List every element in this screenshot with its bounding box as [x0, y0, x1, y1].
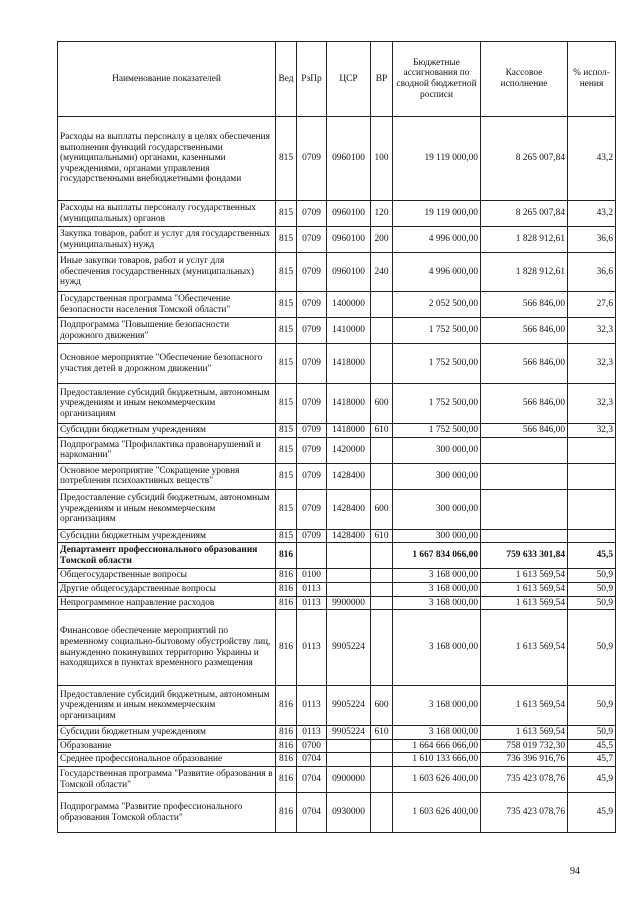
- cell-name: Иные закупки товаров, работ и услуг для обеспечения государственных (муниципальных) нужд: [58, 253, 276, 292]
- cell-pct: [568, 489, 616, 529]
- cell-cash: 1 613 569,54: [481, 569, 568, 583]
- cell-vr: [371, 437, 393, 463]
- cell-cash: 736 396 916,76: [481, 753, 568, 767]
- cell-cash: 1 828 912,61: [481, 227, 568, 253]
- cell-vr: 600: [371, 384, 393, 424]
- cell-vr: [371, 767, 393, 793]
- cell-ved: 815: [276, 253, 297, 292]
- cell-ved: 815: [276, 318, 297, 344]
- cell-cash: [481, 437, 568, 463]
- cell-cash: [481, 463, 568, 489]
- cell-pct: 32,3: [568, 424, 616, 438]
- table-row: [58, 793, 616, 833]
- cell-budget: 3 168 000,00: [393, 686, 481, 726]
- cell-budget: 1 667 834 066,00: [393, 543, 481, 569]
- cell-name: Основное мероприятие "Сокращение уровня потребления психоактивных веществ": [58, 463, 276, 489]
- cell-vr: [371, 793, 393, 833]
- cell-rzpr: [297, 543, 327, 569]
- table-row: [58, 463, 616, 489]
- cell-rzpr: 0709: [297, 489, 327, 529]
- cell-name: Расходы на выплаты персоналу государственных (муниципальных) органов: [58, 201, 276, 227]
- cell-rzpr: 0709: [297, 437, 327, 463]
- cell-vr: 610: [371, 529, 393, 543]
- cell-cash: 1 828 912,61: [481, 253, 568, 292]
- cell-rzpr: 0709: [297, 384, 327, 424]
- cell-cash: 758 019 732,30: [481, 739, 568, 753]
- table-row: [58, 437, 616, 463]
- cell-budget: 1 603 626 400,00: [393, 793, 481, 833]
- cell-cash: 566 846,00: [481, 384, 568, 424]
- cell-name: Закупка товаров, работ и услуг для государственных (муниципальных) нужд: [58, 227, 276, 253]
- cell-csr: 0930000: [327, 793, 371, 833]
- cell-csr: 0960100: [327, 201, 371, 227]
- cell-budget: 19 119 000,00: [393, 117, 481, 201]
- table-header-row: [58, 42, 616, 117]
- cell-cash: 1 613 569,54: [481, 610, 568, 686]
- cell-rzpr: 0709: [297, 318, 327, 344]
- table-row: [58, 543, 616, 569]
- cell-csr: [327, 739, 371, 753]
- cell-rzpr: 0709: [297, 424, 327, 438]
- cell-budget: 1 752 500,00: [393, 344, 481, 384]
- cell-vr: [371, 582, 393, 596]
- table-row: [58, 582, 616, 596]
- cell-budget: 300 000,00: [393, 529, 481, 543]
- cell-rzpr: 0113: [297, 686, 327, 726]
- cell-csr: 9905224: [327, 686, 371, 726]
- cell-pct: 43,2: [568, 201, 616, 227]
- cell-name: Непрограммное направление расходов: [58, 596, 276, 610]
- cell-csr: 1418000: [327, 424, 371, 438]
- cell-budget: 1 603 626 400,00: [393, 767, 481, 793]
- table-row: [58, 489, 616, 529]
- cell-pct: 43,2: [568, 117, 616, 201]
- cell-rzpr: 0113: [297, 596, 327, 610]
- cell-budget: 300 000,00: [393, 463, 481, 489]
- cell-csr: 9905224: [327, 610, 371, 686]
- cell-pct: 27,6: [568, 292, 616, 318]
- cell-name: Подпрограмма "Развитие профессионального образования Томской области": [58, 793, 276, 833]
- cell-rzpr: 0709: [297, 463, 327, 489]
- cell-ved: 815: [276, 344, 297, 384]
- header-rzpr: РзПр: [297, 42, 327, 117]
- cell-name: Субсидии бюджетным учреждениям: [58, 424, 276, 438]
- cell-ved: 816: [276, 793, 297, 833]
- table-row: [58, 753, 616, 767]
- table-row: [58, 344, 616, 384]
- cell-rzpr: 0100: [297, 569, 327, 583]
- cell-vr: [371, 318, 393, 344]
- cell-cash: 8 265 007,84: [481, 117, 568, 201]
- cell-pct: 32,3: [568, 384, 616, 424]
- cell-name: Департамент профессионального образования Томской области: [58, 543, 276, 569]
- cell-cash: 1 613 569,54: [481, 596, 568, 610]
- cell-vr: [371, 739, 393, 753]
- cell-budget: 3 168 000,00: [393, 582, 481, 596]
- cell-name: Подпрограмма "Повышение безопасности дорожного движения": [58, 318, 276, 344]
- cell-cash: [481, 529, 568, 543]
- cell-name: Государственная программа "Развитие образования в Томской области": [58, 767, 276, 793]
- cell-name: Основное мероприятие "Обеспечение безопасного участия детей в дорожном движении": [58, 344, 276, 384]
- cell-vr: [371, 463, 393, 489]
- cell-cash: 1 613 569,54: [481, 686, 568, 726]
- cell-ved: 816: [276, 726, 297, 740]
- cell-budget: 1 752 500,00: [393, 384, 481, 424]
- cell-ved: 815: [276, 384, 297, 424]
- cell-csr: 1418000: [327, 384, 371, 424]
- cell-vr: [371, 596, 393, 610]
- cell-pct: [568, 437, 616, 463]
- cell-cash: 566 846,00: [481, 318, 568, 344]
- cell-csr: [327, 753, 371, 767]
- cell-ved: 816: [276, 767, 297, 793]
- cell-ved: 815: [276, 463, 297, 489]
- cell-csr: 0900000: [327, 767, 371, 793]
- cell-vr: [371, 292, 393, 318]
- cell-name: Общегосударственные вопросы: [58, 569, 276, 583]
- table-row: [58, 767, 616, 793]
- cell-pct: 50,9: [568, 610, 616, 686]
- cell-rzpr: 0704: [297, 767, 327, 793]
- cell-vr: 200: [371, 227, 393, 253]
- cell-rzpr: 0709: [297, 253, 327, 292]
- cell-pct: 50,9: [568, 726, 616, 740]
- cell-name: Предоставление субсидий бюджетным, автономным учреждениям и иным некоммерческим организациям: [58, 489, 276, 529]
- table-row: [58, 529, 616, 543]
- cell-rzpr: 0113: [297, 610, 327, 686]
- cell-budget: 1 610 133 666,00: [393, 753, 481, 767]
- cell-pct: [568, 463, 616, 489]
- cell-ved: 816: [276, 596, 297, 610]
- cell-pct: 45,9: [568, 767, 616, 793]
- cell-budget: 3 168 000,00: [393, 726, 481, 740]
- cell-pct: 45,7: [568, 753, 616, 767]
- cell-pct: 36,6: [568, 227, 616, 253]
- cell-cash: 759 633 301,84: [481, 543, 568, 569]
- cell-ved: 816: [276, 739, 297, 753]
- cell-ved: 815: [276, 292, 297, 318]
- table-row: [58, 569, 616, 583]
- cell-name: Государственная программа "Обеспечение безопасности населения Томской области": [58, 292, 276, 318]
- cell-pct: 32,3: [568, 344, 616, 384]
- cell-cash: [481, 489, 568, 529]
- cell-rzpr: 0709: [297, 201, 327, 227]
- cell-csr: 1420000: [327, 437, 371, 463]
- cell-name: Среднее профессиональное образование: [58, 753, 276, 767]
- cell-rzpr: 0113: [297, 582, 327, 596]
- cell-name: Предоставление субсидий бюджетным, автономным учреждениям и иным некоммерческим организациям: [58, 686, 276, 726]
- cell-csr: 1418000: [327, 344, 371, 384]
- table-body: [58, 117, 616, 833]
- cell-budget: 1 752 500,00: [393, 424, 481, 438]
- cell-vr: [371, 753, 393, 767]
- cell-pct: 45,5: [568, 739, 616, 753]
- cell-name: Субсидии бюджетным учреждениям: [58, 726, 276, 740]
- cell-vr: 600: [371, 686, 393, 726]
- cell-ved: 815: [276, 117, 297, 201]
- cell-rzpr: 0700: [297, 739, 327, 753]
- table-row: [58, 686, 616, 726]
- header-budget: Бюджетные ассигнования по сводной бюджетной росписи: [393, 42, 481, 117]
- cell-vr: [371, 610, 393, 686]
- table-row: [58, 201, 616, 227]
- cell-csr: 0960100: [327, 117, 371, 201]
- cell-vr: 100: [371, 117, 393, 201]
- cell-pct: 36,6: [568, 253, 616, 292]
- cell-ved: 815: [276, 489, 297, 529]
- cell-csr: 9905224: [327, 726, 371, 740]
- cell-cash: 1 613 569,54: [481, 582, 568, 596]
- cell-ved: 815: [276, 424, 297, 438]
- cell-pct: 45,9: [568, 793, 616, 833]
- cell-rzpr: 0709: [297, 117, 327, 201]
- cell-cash: 1 613 569,54: [481, 726, 568, 740]
- cell-csr: [327, 569, 371, 583]
- cell-budget: 19 119 000,00: [393, 201, 481, 227]
- header-csr: ЦСР: [327, 42, 371, 117]
- cell-pct: 50,9: [568, 596, 616, 610]
- cell-cash: 735 423 078,76: [481, 767, 568, 793]
- cell-pct: 50,9: [568, 582, 616, 596]
- cell-cash: 566 846,00: [481, 424, 568, 438]
- cell-vr: 120: [371, 201, 393, 227]
- cell-csr: 9900000: [327, 596, 371, 610]
- cell-ved: 815: [276, 437, 297, 463]
- cell-vr: 610: [371, 424, 393, 438]
- header-vr: ВР: [371, 42, 393, 117]
- cell-rzpr: 0709: [297, 292, 327, 318]
- cell-csr: 0960100: [327, 227, 371, 253]
- cell-pct: 50,9: [568, 569, 616, 583]
- cell-rzpr: 0113: [297, 726, 327, 740]
- table-row: [58, 726, 616, 740]
- cell-budget: 4 996 000,00: [393, 253, 481, 292]
- cell-budget: 300 000,00: [393, 489, 481, 529]
- cell-budget: 3 168 000,00: [393, 610, 481, 686]
- cell-ved: 816: [276, 569, 297, 583]
- header-cash: Кассовое исполнение: [481, 42, 568, 117]
- cell-ved: 815: [276, 529, 297, 543]
- cell-csr: 1400000: [327, 292, 371, 318]
- cell-cash: 8 265 007,84: [481, 201, 568, 227]
- cell-cash: 735 423 078,76: [481, 793, 568, 833]
- cell-ved: 815: [276, 201, 297, 227]
- cell-rzpr: 0704: [297, 753, 327, 767]
- budget-execution-table: [57, 41, 616, 833]
- cell-pct: 50,9: [568, 686, 616, 726]
- table-row: [58, 227, 616, 253]
- cell-budget: 3 168 000,00: [393, 569, 481, 583]
- header-name: Наименование показателей: [58, 42, 276, 117]
- cell-csr: 1428400: [327, 529, 371, 543]
- cell-ved: 816: [276, 610, 297, 686]
- table-row: [58, 424, 616, 438]
- table-row: [58, 610, 616, 686]
- page-number: 94: [570, 866, 580, 877]
- cell-ved: 816: [276, 582, 297, 596]
- cell-csr: 1410000: [327, 318, 371, 344]
- table-row: [58, 117, 616, 201]
- cell-csr: [327, 543, 371, 569]
- cell-ved: 816: [276, 686, 297, 726]
- cell-csr: 0960100: [327, 253, 371, 292]
- cell-name: Подпрограмма "Профилактика правонарушений и наркомании": [58, 437, 276, 463]
- cell-csr: 1428400: [327, 489, 371, 529]
- cell-budget: 300 000,00: [393, 437, 481, 463]
- cell-vr: 240: [371, 253, 393, 292]
- cell-rzpr: 0709: [297, 227, 327, 253]
- table-row: [58, 739, 616, 753]
- cell-cash: 566 846,00: [481, 292, 568, 318]
- table-row: [58, 292, 616, 318]
- cell-budget: 2 052 500,00: [393, 292, 481, 318]
- cell-vr: [371, 543, 393, 569]
- cell-ved: 816: [276, 753, 297, 767]
- cell-vr: 610: [371, 726, 393, 740]
- cell-pct: 45,5: [568, 543, 616, 569]
- header-pct: % испол-нения: [568, 42, 616, 117]
- cell-budget: 1 752 500,00: [393, 318, 481, 344]
- cell-ved: 815: [276, 227, 297, 253]
- cell-ved: 816: [276, 543, 297, 569]
- budget-report-page: [57, 41, 615, 833]
- cell-budget: 1 664 666 066,00: [393, 739, 481, 753]
- cell-budget: 4 996 000,00: [393, 227, 481, 253]
- cell-rzpr: 0709: [297, 344, 327, 384]
- cell-name: Предоставление субсидий бюджетным, автономным учреждениям и иным некоммерческим организациям: [58, 384, 276, 424]
- cell-name: Другие общегосударственные вопросы: [58, 582, 276, 596]
- cell-pct: [568, 529, 616, 543]
- cell-csr: [327, 582, 371, 596]
- header-ved: Вед: [276, 42, 297, 117]
- cell-vr: [371, 344, 393, 384]
- table-row: [58, 596, 616, 610]
- cell-csr: 1428400: [327, 463, 371, 489]
- cell-budget: 3 168 000,00: [393, 596, 481, 610]
- table-row: [58, 384, 616, 424]
- cell-name: Финансовое обеспечение мероприятий по временному социально-бытовому обустройству лиц, вынужденно покинувших территорию Украины и находящихся в пунктах временного размещения: [58, 610, 276, 686]
- cell-vr: [371, 569, 393, 583]
- cell-rzpr: 0704: [297, 793, 327, 833]
- cell-vr: 600: [371, 489, 393, 529]
- cell-rzpr: 0709: [297, 529, 327, 543]
- cell-name: Субсидии бюджетным учреждениям: [58, 529, 276, 543]
- table-row: [58, 253, 616, 292]
- cell-name: Расходы на выплаты персоналу в целях обеспечения выполнения функций государственными (муниципальными) органами, казенными учреждениями, органами управления государственными внебюджетными фондами: [58, 117, 276, 201]
- cell-name: Образование: [58, 739, 276, 753]
- cell-pct: 32,3: [568, 318, 616, 344]
- table-row: [58, 318, 616, 344]
- cell-cash: 566 846,00: [481, 344, 568, 384]
